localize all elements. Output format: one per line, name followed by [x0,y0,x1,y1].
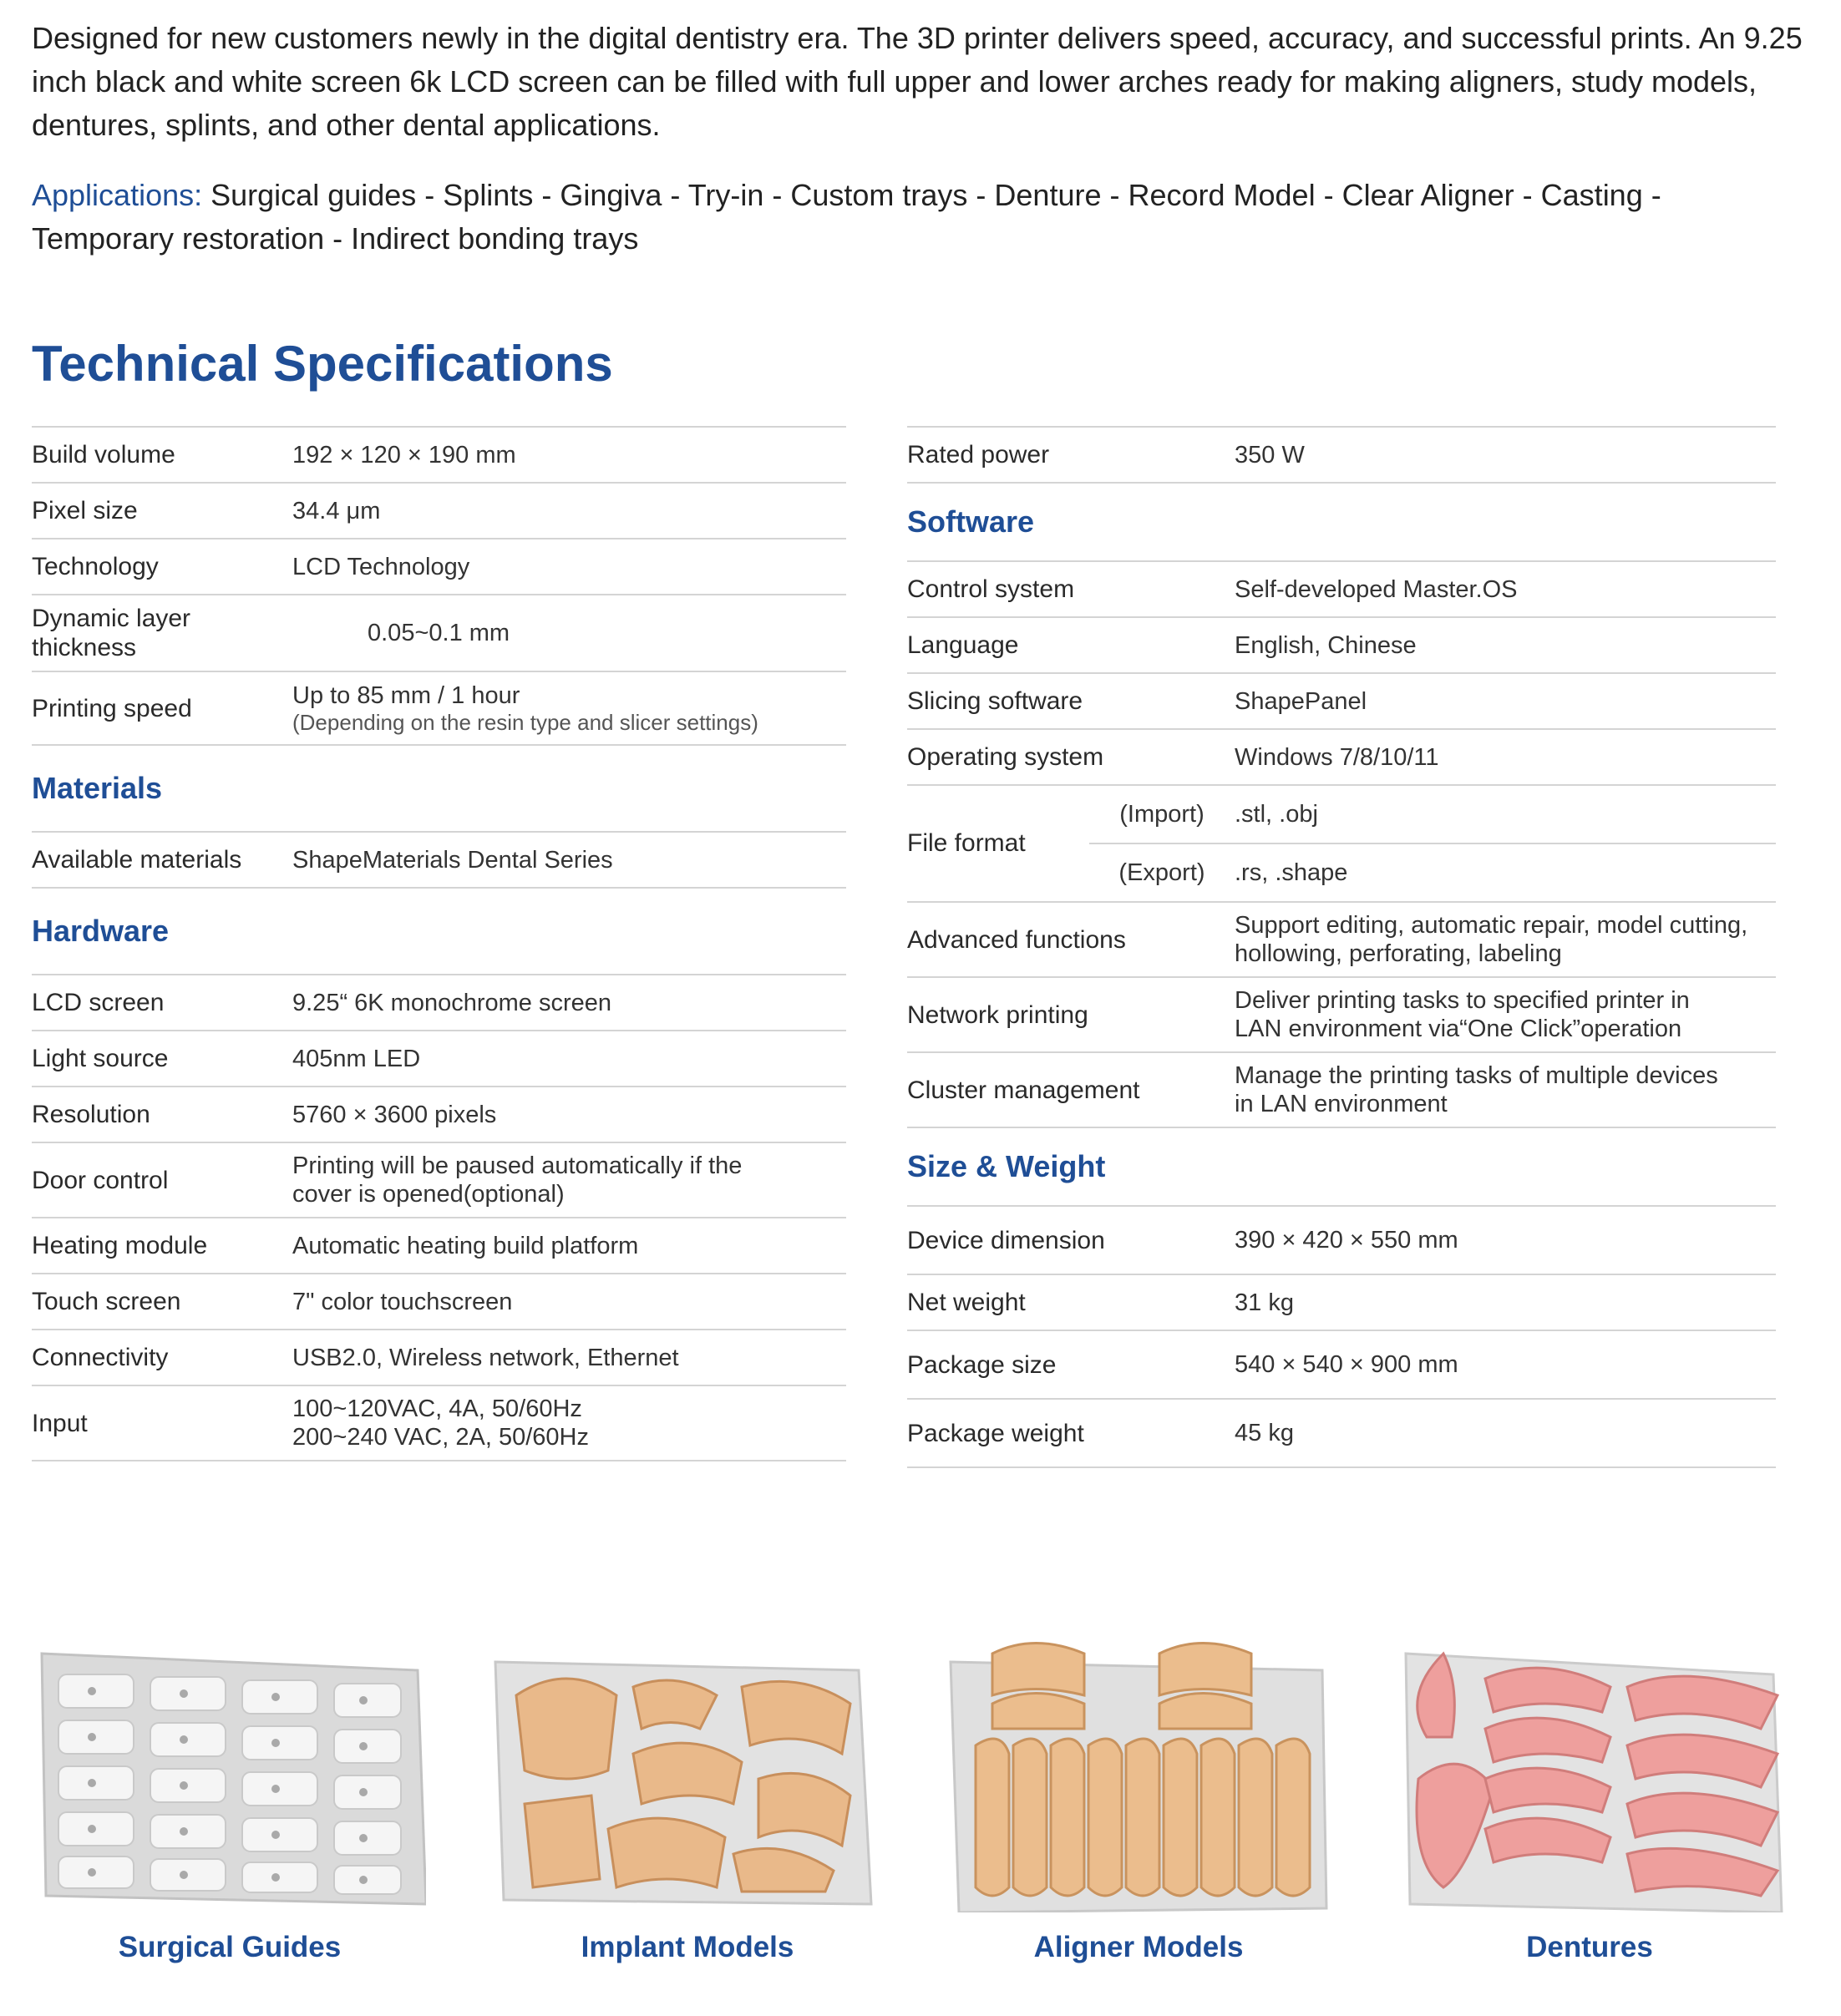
gallery-caption: Aligner Models [1033,1931,1244,1963]
spec-row-layer-thickness [32,595,846,672]
spec-row-device-dimension [907,1207,1776,1275]
spec-value: Deliver printing tasks to specified printer in LAN environment via“One Click”operation [1235,987,1690,1042]
spec-label: Slicing software [907,687,1083,715]
spec-label: Cluster management [907,1076,1140,1104]
spec-row-printing-speed [32,672,846,746]
spec-value: 405nm LED [292,1045,421,1072]
spec-value: 7" color touchscreen [292,1288,513,1315]
intro-paragraph: Designed for new customers newly in the digital dentistry era. The 3D printer delivers speed, accuracy, and successful prints. An 9.25 inch black and white screen 6k LCD screen can be filled with full upper and lower arches ready for making aligners, study models, dentures, splints, and other dental applications. [32,21,1803,142]
spec-value: Printing will be paused automatically if the cover is opened(optional) [292,1152,743,1208]
file-format-kind: (Export) [1118,859,1205,886]
section-title-software: Software [907,504,1035,539]
spec-label: Technology [32,553,159,580]
file-format-value: .rs, .shape [1235,859,1348,886]
spec-value: Support editing, automatic repair, model cutting, hollowing, perforating, labeling [1235,912,1748,967]
spec-value [292,681,846,735]
spec-row-build-volume [32,428,846,484]
section-title-hardware: Hardware [32,914,170,948]
spec-row-door-control [32,1143,846,1218]
spec-value-line: 100~120VAC, 4A, 50/60Hz [292,1395,582,1422]
file-format-value: .stl, .obj [1235,800,1318,828]
spec-value: English, Chinese [1235,631,1417,659]
applications-label: Applications: [32,178,203,212]
specs-left-column [32,426,846,1461]
spec-label: Connectivity [32,1344,169,1371]
applications-paragraph [32,174,1811,261]
page-title: Technical Specifications [32,336,613,392]
spec-value: 0.05~0.1 mm [368,620,510,646]
spec-label: Operating system [907,743,1104,771]
spec-row-language [907,618,1776,674]
spec-value-line: 200~240 VAC, 2A, 50/60Hz [292,1424,589,1451]
spec-value: 192 × 120 × 190 mm [292,441,516,469]
spec-row-input [32,1386,846,1461]
spec-row-lcd-screen [32,975,846,1031]
spec-value: Manage the printing tasks of multiple devices in LAN environment [1235,1062,1718,1117]
spec-row-pixel-size [32,484,846,539]
spec-label: Device dimension [907,1226,1105,1254]
spec-label: Package weight [907,1419,1084,1447]
spec-label: Control system [907,575,1075,603]
applications-gallery [0,1637,1841,2004]
spec-label: LCD screen [32,989,165,1016]
gallery-caption: Dentures [1526,1931,1653,1963]
file-format-import [1089,786,1776,843]
spec-value: 34.4 μm [292,497,381,524]
spec-label: Package size [907,1350,1057,1379]
spec-row-heating-module [32,1218,846,1274]
spec-value: Windows 7/8/10/11 [1235,743,1439,771]
spec-value: ShapePanel [1235,687,1367,715]
surgical-guides-photo-icon [33,1637,426,1912]
spec-label: File format [907,829,1026,857]
spec-label: Input [32,1409,88,1437]
spec-row-technology [32,539,846,595]
dentures-photo-icon [1393,1637,1786,1912]
spec-value: 390 × 420 × 550 mm [1235,1227,1458,1254]
gallery-item-surgical-guides [33,1637,426,1964]
spec-row-network-printing [907,978,1776,1053]
spec-row-rated-power [907,428,1776,484]
spec-row-control-system [907,562,1776,618]
gallery-item-implant-models [491,1637,884,1964]
file-format-export [1089,843,1776,901]
spec-value-main: Up to 85 mm / 1 hour [292,682,520,709]
gallery-caption: Implant Models [581,1931,794,1963]
specs-right-column [907,426,1776,1468]
spec-value: ShapeMaterials Dental Series [292,846,613,874]
spec-row-touch-screen [32,1274,846,1330]
spec-value: 540 × 540 × 900 mm [1235,1351,1458,1378]
spec-row-advanced-functions [907,903,1776,978]
spec-value: Automatic heating build platform [292,1232,639,1259]
spec-value: 350 W [1235,441,1305,469]
hardware-spec-list [32,974,846,1461]
spec-row-net-weight [907,1275,1776,1331]
spec-label: Heating module [32,1232,208,1259]
spec-row-slicing-software [907,674,1776,730]
spec-row-light-source [32,1031,846,1087]
spec-label: Advanced functions [907,925,1126,954]
spec-label: Printing speed [32,694,192,722]
spec-value: 45 kg [1235,1420,1294,1446]
gallery-item-dentures [1393,1637,1786,1964]
spec-row-connectivity [32,1330,846,1386]
spec-row-available-materials [32,833,846,889]
size-weight-spec-list [907,1205,1776,1468]
spec-label: Network printing [907,1000,1088,1029]
spec-row-operating-system [907,730,1776,786]
spec-label: Build volume [32,441,175,469]
spec-row-package-weight [907,1400,1776,1468]
spec-row-resolution [32,1087,846,1143]
spec-label: Pixel size [32,497,138,524]
spec-value: LCD Technology [292,553,470,580]
spec-row-package-size [907,1331,1776,1400]
spec-value-note: (Depending on the resin type and slicer settings) [292,710,758,735]
spec-value: 5760 × 3600 pixels [292,1101,497,1128]
software-spec-list [907,560,1776,1128]
spec-value: Self-developed Master.OS [1235,575,1518,603]
gallery-item-aligner-models [942,1637,1335,1964]
spec-row-file-format [907,786,1776,903]
spec-label: Dynamic layer thickness [32,605,191,661]
applications-text: Surgical guides - Splints - Gingiva - Try-in - Custom trays - Denture - Record Model - Clear Aligner - Casting - Temporary restoration - Indirect bonding trays [32,178,1661,256]
spec-value: 31 kg [1235,1289,1294,1316]
file-format-kind: (Import) [1119,800,1205,828]
spec-label: Available materials [32,846,242,874]
spec-label: Language [907,631,1019,659]
general-spec-list [32,426,846,746]
materials-spec-list [32,831,846,889]
spec-label: Touch screen [32,1288,181,1315]
spec-label: Light source [32,1045,169,1072]
spec-value: USB2.0, Wireless network, Ethernet [292,1344,679,1371]
section-title-materials: Materials [32,771,163,805]
spec-row-cluster-management [907,1053,1776,1128]
section-title-size-weight: Size & Weight [907,1149,1106,1183]
aligner-models-photo-icon [942,1637,1335,1912]
spec-label: Rated power [907,441,1050,469]
spec-label: Net weight [907,1289,1026,1316]
spec-value: 9.25“ 6K monochrome screen [292,989,612,1016]
implant-models-photo-icon [491,1637,884,1912]
spec-value [292,1395,846,1451]
spec-label: Resolution [32,1101,150,1128]
power-spec-list [907,426,1776,484]
file-format-subrows [1089,786,1776,901]
spec-label: Door control [32,1166,169,1194]
gallery-caption: Surgical Guides [118,1931,342,1963]
